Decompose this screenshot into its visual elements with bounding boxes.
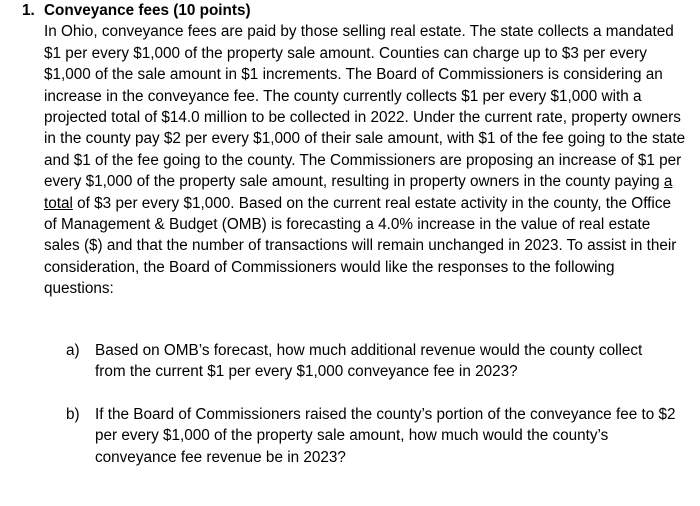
underlined-phrase: a total	[44, 173, 673, 212]
paragraph-text-part2: of $3 per every $1,000. Based on the current real estate activity in the county, the Office of Management & Budget (OMB) is forecasting a 4.0% increase in the value of real estate sales ($) and that the number of transactions will remain unchanged in 2023. To assist in their consideration, the Board of Commissioners would like the responses to the following questions:	[44, 194, 677, 298]
subquestion-b	[66, 404, 676, 468]
paragraph-text-part1: In Ohio, conveyance fees are paid by those selling real estate. The state collects a mandated $1 per every $1,000 of the property sale amount. Counties can charge up to $3 per every $1,000 of the sale amount in $1 increments. The Board of Commissioners is considering an increase in the conveyance fee. The county currently collects $1 per every $1,000 with a projected total of $14.0 million to be collected in 2022. Under the current rate, property owners in the county pay $2 per every $1,000 of their sale amount, with $1 of the fee going to the state and $1 of the fee going to the county. The Commissioners are proposing an increase of $1 per every $1,000 of the property sale amount, resulting in property owners in the county paying	[44, 23, 686, 191]
subquestion-text: Based on OMB’s forecast, how much additional revenue would the county collect from the current $1 per every $1,000 conveyance fee in 2023?	[95, 342, 643, 381]
question-paragraph	[44, 21, 686, 299]
question-1	[22, 0, 686, 300]
question-title: Conveyance fees (10 points)	[44, 2, 251, 19]
subquestion-label: a)	[66, 342, 80, 359]
subquestion-text: If the Board of Commissioners raised the county’s portion of the conveyance fee to $2 per every $1,000 of the property sale amount, how much would the county’s conveyance fee revenue be in 2023?	[95, 405, 676, 466]
subquestion-label: b)	[66, 405, 80, 423]
question-heading	[22, 0, 686, 21]
subquestion-a	[66, 340, 676, 383]
subquestion-list	[66, 340, 676, 489]
question-body	[44, 21, 686, 299]
question-number: 1.	[22, 2, 35, 19]
